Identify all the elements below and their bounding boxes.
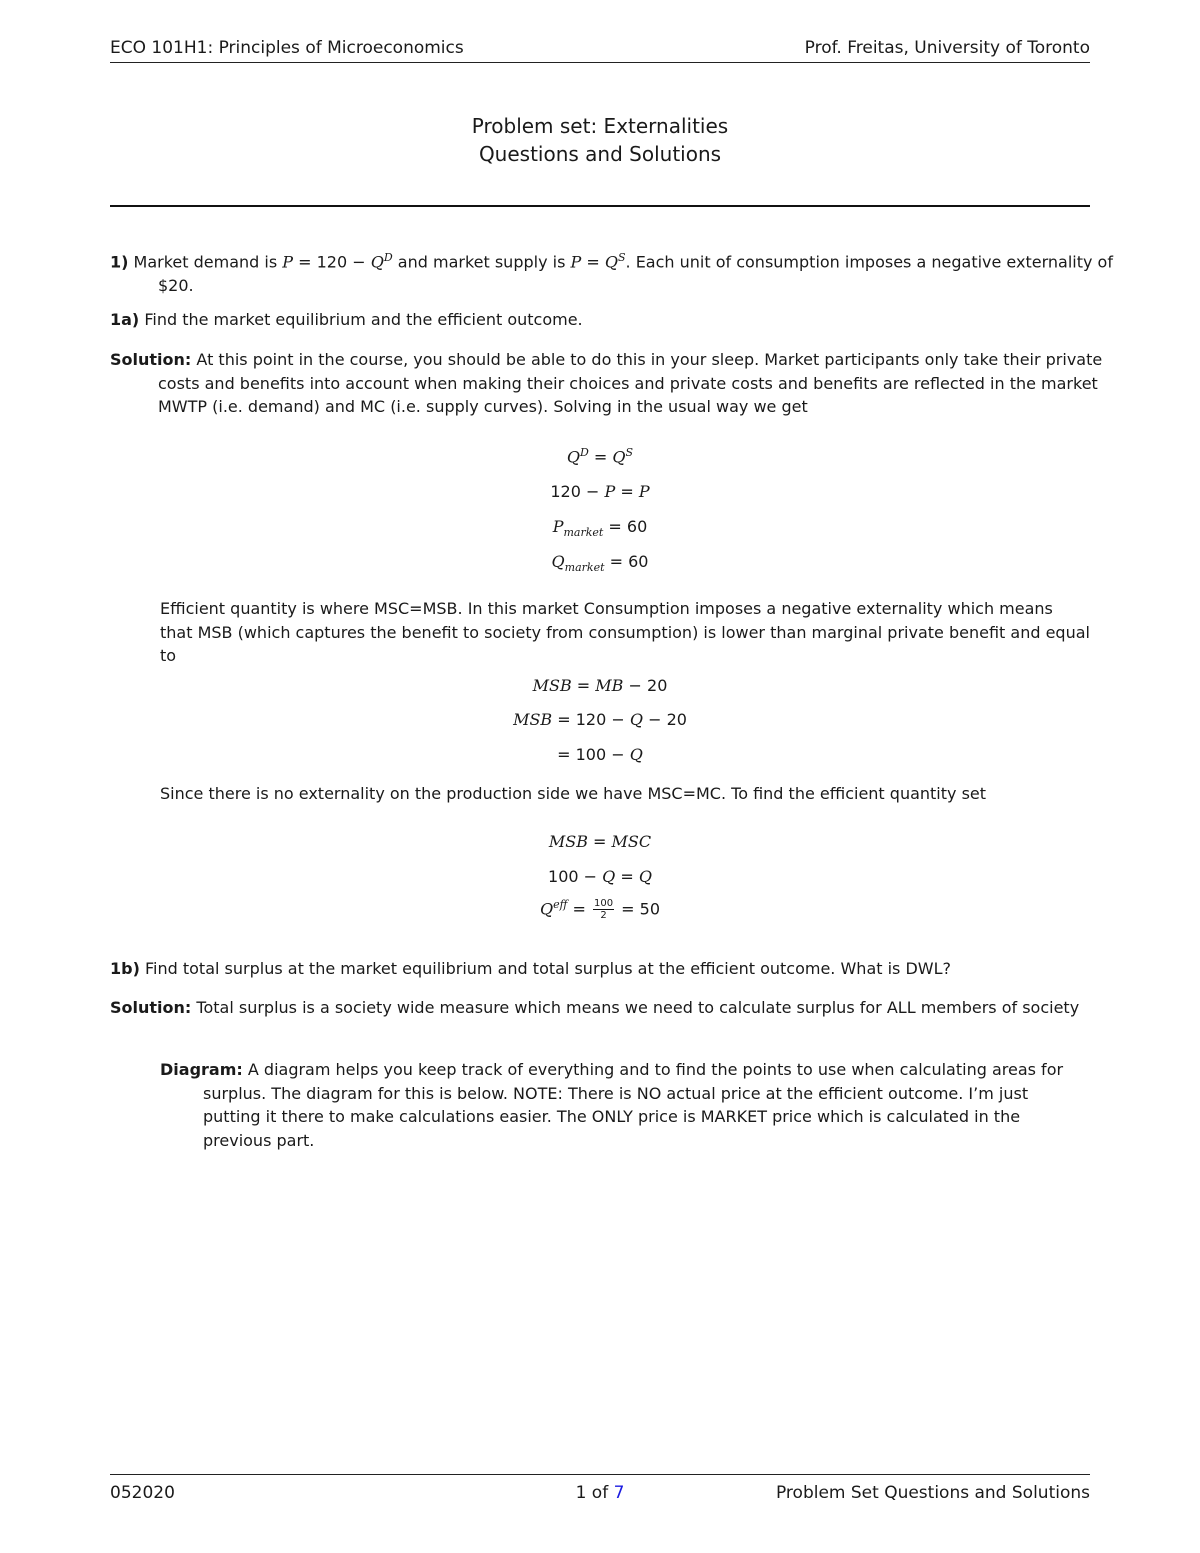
- math-op: 100 −: [548, 867, 603, 886]
- equation-9: [110, 867, 1090, 886]
- math-op: = 120 −: [552, 710, 630, 729]
- math-op: =: [567, 899, 591, 919]
- solution-1a-text: At this point in the course, you should be able to do this in your sleep. Market participants only take their private costs and benefits into account when making their choices and private costs and benefits are reflected in the market MWTP (i.e. demand) and MC (i.e. supply curves). Solving in the usual way we get: [158, 350, 1103, 416]
- equation-5: [110, 676, 1090, 695]
- math-sup: D: [580, 446, 589, 459]
- math-sup: D: [383, 251, 393, 264]
- document-title: [110, 112, 1090, 168]
- question-1b-label: 1b): [110, 959, 140, 978]
- math-op: = 60: [604, 552, 649, 571]
- question-1b: [110, 957, 1090, 981]
- question-1: [110, 246, 1138, 297]
- math-var: MSC: [611, 832, 652, 851]
- math-op: − 20: [623, 676, 668, 695]
- math-var: MSB: [513, 710, 553, 729]
- question-1-text-b: and market supply is: [392, 252, 571, 272]
- math-var: P: [570, 252, 582, 272]
- question-1a-text: Find the market equilibrium and the efficient outcome.: [144, 310, 583, 329]
- equation-4: [110, 552, 1090, 574]
- equation-3: [110, 517, 1090, 539]
- page-footer: [110, 1474, 1090, 1505]
- math-var: MSB: [532, 676, 572, 695]
- equation-8: [110, 832, 1090, 851]
- math-var: Q: [629, 745, 643, 764]
- math-sup: eff: [553, 898, 568, 911]
- title-line-2: Questions and Solutions: [478, 142, 722, 166]
- solution-1b-text: Total surplus is a society wide measure which means we need to calculate surplus for ALL members of society: [196, 998, 1080, 1017]
- math-var: Q: [604, 252, 618, 272]
- diagram-label: Diagram:: [160, 1060, 243, 1079]
- math-sub: market: [563, 526, 604, 540]
- math-op: =: [587, 832, 612, 851]
- math-var: P: [604, 482, 616, 501]
- page-current: 1: [575, 1483, 587, 1503]
- math-op: =: [615, 867, 639, 886]
- production-side-text: Since there is no externality on the production side we have MSC=MC. To find the efficient quantity set: [160, 784, 987, 803]
- solution-1a: [110, 348, 1138, 419]
- diagram-text: A diagram helps you keep track of everything and to find the points to use when calculating areas for surplus. The diagram for this is below. NOTE: There is NO actual price at the efficient outcome. I’m just putting it there to make calculations easier. The ONLY price is MARKET price which is calculated in the previous part.: [203, 1060, 1064, 1150]
- question-1-text-a: Market demand is: [133, 252, 278, 272]
- question-1a-label: 1a): [110, 310, 140, 329]
- equation-6: [110, 710, 1090, 729]
- math-var: Q: [629, 710, 643, 729]
- math-op: =: [588, 447, 613, 467]
- fraction-numerator: 100: [593, 898, 614, 910]
- math-var: P: [552, 517, 564, 536]
- math-sup: S: [617, 251, 626, 264]
- math-var: P: [282, 252, 294, 272]
- math-var: Q: [638, 867, 652, 886]
- efficient-quantity-text: Efficient quantity is where MSC=MSB. In this market Consumption imposes a negative externality which means that MSB (which captures the benefit to society from consumption) is lower than marginal private benefit and equal to: [160, 599, 1090, 665]
- math-var: Q: [566, 447, 581, 467]
- solution-1b: [110, 996, 1138, 1020]
- solution-1b-label: Solution:: [110, 998, 192, 1017]
- footer-date: 052020: [110, 1483, 175, 1503]
- math-op: =: [571, 676, 596, 695]
- math-op: = 60: [603, 517, 648, 536]
- math-op: = 50: [616, 899, 661, 919]
- math-var: Q: [612, 447, 626, 467]
- math-var: MB: [595, 676, 624, 695]
- instructor: Prof. Freitas, University of Toronto: [804, 38, 1090, 58]
- question-1a: [110, 308, 1090, 332]
- diagram-note: [160, 1058, 1090, 1152]
- math-op: =: [581, 252, 605, 272]
- page-total-link[interactable]: 7: [613, 1483, 625, 1503]
- math-sub: market: [564, 561, 605, 575]
- question-1b-text: Find total surplus at the market equilibrium and total surplus at the efficient outcome. What is DWL?: [145, 959, 952, 978]
- equation-1: [110, 446, 1090, 466]
- math-op: 120 −: [550, 482, 605, 501]
- title-divider: [110, 205, 1090, 207]
- equation-7: [110, 745, 1090, 764]
- page-of: of: [591, 1483, 609, 1503]
- equation-10: [110, 898, 1090, 921]
- math-op: =: [615, 482, 639, 501]
- math-var: MSB: [548, 832, 588, 851]
- math-var: P: [638, 482, 650, 501]
- question-1-label: 1): [110, 252, 129, 272]
- fraction: [593, 898, 614, 921]
- fraction-denominator: 2: [600, 910, 607, 922]
- math-var: Q: [539, 899, 554, 919]
- footer-doc-title: Problem Set Questions and Solutions: [775, 1483, 1090, 1503]
- equation-2: [110, 482, 1090, 501]
- math-var: Q: [551, 552, 565, 571]
- math-op: = 120 −: [293, 252, 371, 272]
- math-op: = 100 −: [557, 745, 630, 764]
- page-header: [110, 38, 1090, 63]
- math-sup: S: [625, 446, 634, 459]
- math-op: − 20: [643, 710, 687, 729]
- math-var: Q: [370, 252, 384, 272]
- solution-1a-label: Solution:: [110, 350, 192, 369]
- question-1-text-c: . Each unit of consumption imposes a negative externality of $20.: [158, 252, 1113, 295]
- math-var: Q: [602, 867, 616, 886]
- title-line-1: Problem set: Externalities: [471, 114, 729, 138]
- course-title: ECO 101H1: Principles of Microeconomics: [110, 38, 464, 58]
